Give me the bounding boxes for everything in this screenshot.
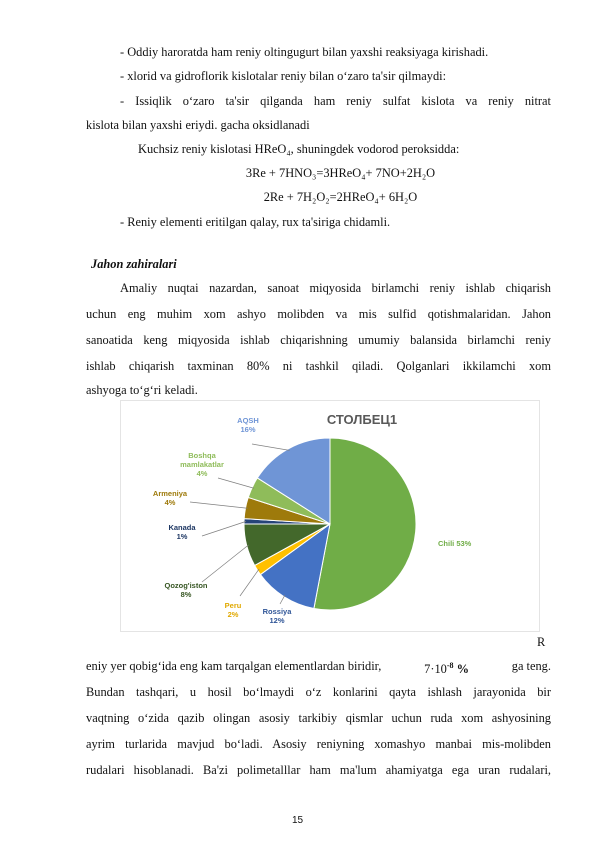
slice-label-line: 12% bbox=[269, 616, 285, 625]
para-line-2: uchun eng muhim xom ashyo molibden va mis sulfid qotishmalaridan. Jahon bbox=[86, 307, 551, 321]
para-line-9: ayrim turlarida mavjud bo‘ladi. Asosiy reniyning xomashyo manbai mis-molibden bbox=[86, 737, 551, 751]
reniy-abundance: $7\cdot 10^{-8}$ % bbox=[424, 661, 470, 677]
pie-chart bbox=[120, 400, 540, 632]
slice-label-line: 1% bbox=[176, 532, 188, 541]
para-line-5: ashyoga to‘g‘ri keladi. bbox=[86, 383, 198, 397]
para-line-7: Bundan tashqari, u hosil bo‘lmaydi o‘z konlarini qayta ishlash jarayonida bir bbox=[86, 685, 551, 699]
slice-label-line: Kanada bbox=[168, 523, 196, 532]
slice-label-line: 4% bbox=[196, 469, 208, 478]
slice-label: Chili 53% bbox=[438, 539, 472, 548]
para-line-6-text: eniy yer qobig‘ida eng kam tarqalgan elementlardan biridir, bbox=[86, 659, 382, 673]
page-number: 15 bbox=[291, 815, 304, 826]
text-line-6: - Reniy elementi eritilgan qalay, rux ta'siriga chidamli. bbox=[120, 215, 391, 229]
para-line-6-end: ga teng. bbox=[511, 659, 551, 673]
slice-label-line: 8% bbox=[180, 590, 192, 599]
slice-label-line: 16% bbox=[240, 425, 256, 434]
para-line-6 bbox=[86, 658, 551, 677]
slice-label-line: Rossiya bbox=[262, 607, 292, 616]
slice-label-line: Armeniya bbox=[152, 489, 188, 498]
para-line-10: rudalari hisoblanadi. Ba'zi polimetalllar ham ma'lum ahamiyatga ega uran rudalari, bbox=[86, 763, 551, 777]
equation-1: 3Re + 7HNO₃=3HReO₄+ 7NO+2H₂O bbox=[245, 166, 436, 180]
text-line-3: - Issiqlik o‘zaro ta'sir qilganda ham reniy sulfat kislota va reniy nitrat bbox=[120, 94, 551, 108]
para-line-4: ishlab chiqarish taxminan 80% ni tashkil qiladi. Qolganlari ikkilamchi xom bbox=[86, 359, 551, 373]
para-line-3: sanoatida keng miqyosida ishlab chiqarishning umumiy balansida birlamchi reniy bbox=[86, 333, 551, 347]
slice-label-line: AQSH bbox=[237, 416, 259, 425]
drop-cap-r: R bbox=[537, 635, 546, 649]
text-line-2: - xlorid va gidroflorik kislotalar reniy bilan o‘zaro ta'sir qilmaydi: bbox=[120, 69, 447, 83]
slice-label-line: 4% bbox=[164, 498, 176, 507]
text-line-4: kislota bilan yaxshi eriydi. gacha oksidlanadi bbox=[86, 118, 310, 132]
slice-label-line: 2% bbox=[227, 610, 239, 619]
equation-2: 2Re + 7H₂O₂=2HReO₄+ 6H₂O bbox=[263, 190, 418, 204]
text-line-1: - Oddiy haroratda ham reniy oltingugurt bilan yaxshi reaksiyaga kirishadi. bbox=[120, 45, 489, 59]
pie-chart-svg bbox=[120, 400, 540, 632]
para-line-1: Amaliy nuqtai nazardan, sanoat miqyosida birlamchi reniy ishlab chiqarish bbox=[120, 281, 551, 295]
text-line-5: Kuchsiz reniy kislotasi HReO₄, shuningdek vodorod peroksidda: bbox=[138, 142, 460, 156]
chart-title: СТОЛБЕЦ1 bbox=[326, 412, 398, 427]
slice-label-line: Boshqa bbox=[188, 451, 216, 460]
section-heading: Jahon zahiralari bbox=[91, 257, 177, 271]
pie-slices bbox=[244, 438, 416, 610]
slice-label-line: Qozog'iston bbox=[164, 581, 208, 590]
para-line-8: vaqtning o‘zida qazib olingan asosiy tarkibiy qismlar uchun ruda xom ashyosining bbox=[86, 711, 551, 725]
slice-label-line: Peru bbox=[224, 601, 242, 610]
slice-label-line: mamlakatlar bbox=[180, 460, 224, 469]
